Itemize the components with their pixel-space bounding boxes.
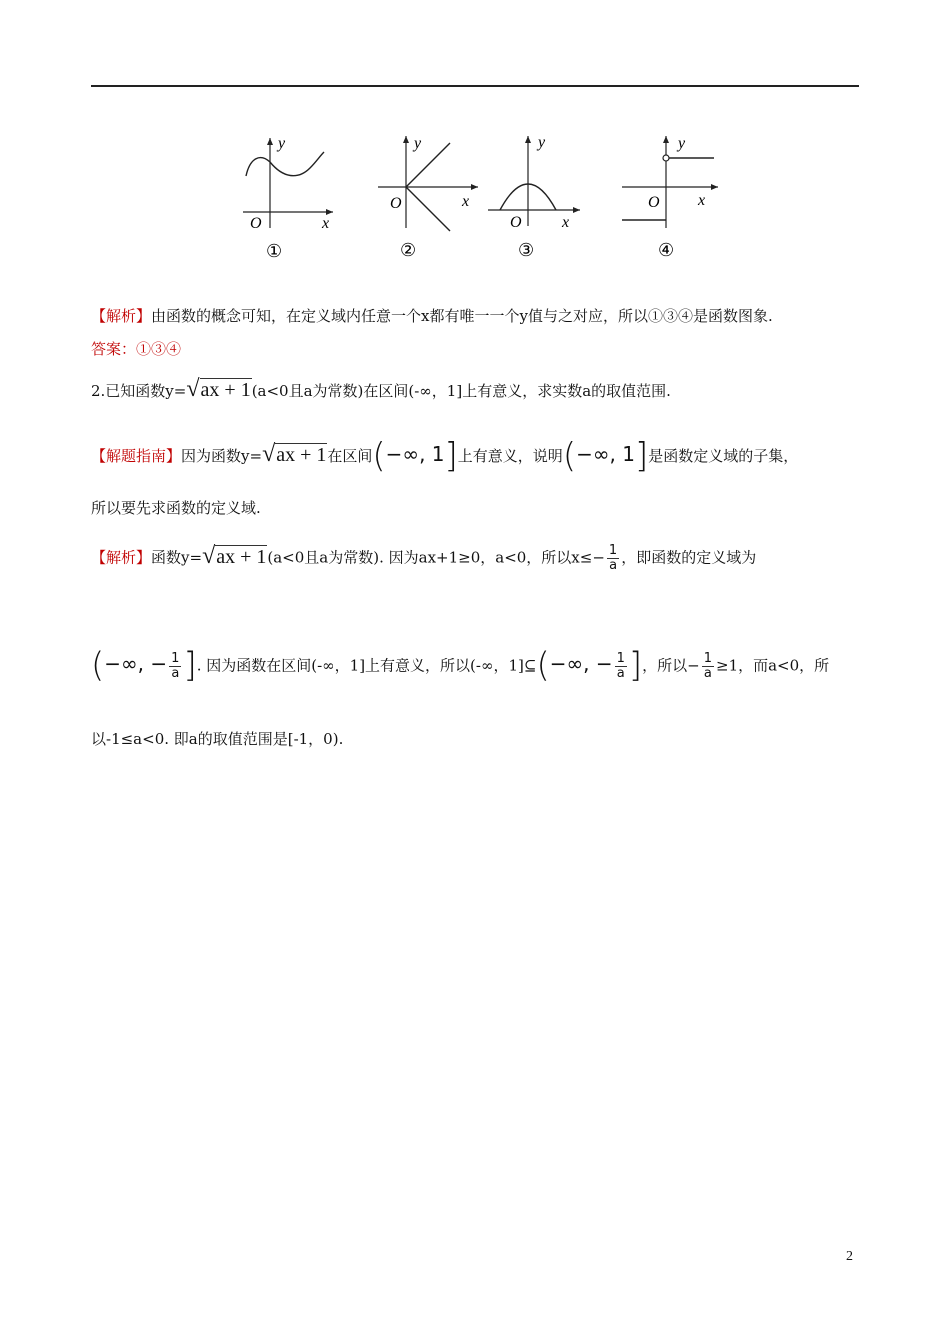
graph-3 — [488, 128, 588, 263]
header-rule — [91, 85, 859, 87]
svg-text:x: x — [462, 193, 470, 210]
question-2: 2.已知函数y=√ax + 1(a<0且a为常数)在区间(-∞，1]上有意义，求实数a的取值范围. — [91, 376, 671, 402]
sqrt-expression: √ax + 1 — [202, 542, 267, 569]
analysis-1 — [91, 305, 773, 327]
guide-line-2: 所以要先求函数的定义域. — [91, 499, 261, 517]
graph-2 — [378, 128, 488, 263]
analysis-2-line-3: 以-1≤a<0. 即a的取值范围是[-1，0). — [91, 730, 344, 748]
svg-text:O: O — [250, 215, 262, 232]
svg-text:y: y — [678, 135, 686, 152]
graph-4 — [620, 128, 730, 263]
svg-text:y: y — [538, 134, 546, 151]
fraction-1-over-a: $\frac{1}{a}$ — [608, 543, 618, 573]
svg-text:③: ③ — [518, 240, 535, 261]
guide-tag: 【解题指南】 — [91, 447, 182, 465]
svg-text:y: y — [278, 135, 286, 152]
analysis-2: 【解析】函数y=√ax + 1(a<0且a为常数). 因为ax+1≥0，a<0，所以x≤− $\frac{1}{a}$ ，即函数的定义域为 — [91, 542, 757, 573]
answer-line: 答案：①③④ — [91, 340, 182, 358]
svg-text:x: x — [562, 214, 570, 231]
page-number: 2 — [846, 1249, 853, 1264]
svg-text:②: ② — [400, 240, 417, 261]
svg-text:x: x — [322, 215, 330, 232]
function-graphs — [230, 128, 730, 268]
svg-text:x: x — [698, 192, 706, 209]
svg-text:y: y — [414, 135, 422, 152]
analysis2-tag: 【解析】 — [91, 548, 152, 567]
svg-text:O: O — [510, 214, 522, 231]
svg-text:④: ④ — [658, 240, 675, 261]
svg-text:①: ① — [266, 241, 283, 262]
solution-guide: 【解题指南】因为函数y=√ax + 1在区间(−∞, 1]上有意义，说明(−∞, 1]是函数定义域的子集， — [91, 436, 799, 476]
analysis-2-line-2: (−∞, − $\frac{1}{a}$ ]. 因为函数在区间(-∞，1]上有意义，所以(-∞，1]⊆(−∞, − $\frac{1}{a}$ ]，所以− $\frac{1}{a}$ ≥1，而a<0，所 — [91, 645, 830, 686]
sqrt-expression: √ax + 1 — [186, 376, 251, 402]
analysis-text: 由函数的概念可知，在定义域内任意一个x都有唯一一个y值与之对应，所以①③④是函数图象. — [151, 307, 773, 325]
svg-text:O: O — [648, 194, 660, 211]
svg-text:O: O — [390, 195, 402, 212]
analysis-tag: 【解析】 — [91, 307, 152, 325]
graph-1 — [238, 128, 338, 263]
sqrt-expression: √ax + 1 — [262, 441, 327, 467]
